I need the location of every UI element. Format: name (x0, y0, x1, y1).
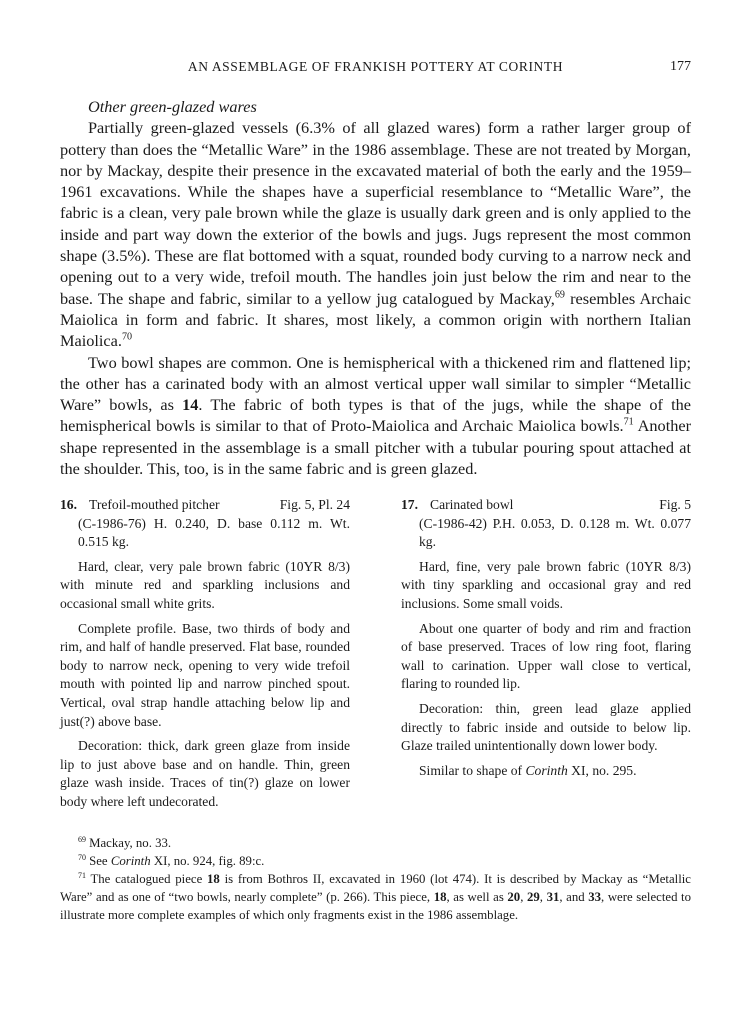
entry-number: 17. (401, 497, 418, 512)
entry-figure: Fig. 5 (659, 497, 691, 512)
footnotes (60, 834, 691, 924)
main-text (60, 96, 691, 479)
footnote: $^{69}$ Mackay, no. 33. (78, 835, 172, 850)
entry-fabric: Hard, clear, very pale brown fabric (10YR 8/3) with minute red and sparkling inclusions and occasional small white grits. (60, 558, 350, 611)
entry-decoration: Decoration: thin, green lead glaze applied directly to fabric inside and outside to below lip. Glaze trailed unintentionally down lower body. (401, 700, 691, 754)
footnote-ref: 70 (121, 332, 133, 343)
running-title: AN ASSEMBLAGE OF FRANKISH POTTERY AT CORINTH (187, 59, 564, 74)
page-number: 177 (670, 59, 691, 74)
footnote-ref: 71 (623, 417, 634, 429)
running-header (60, 59, 691, 79)
entry-header (401, 496, 691, 515)
catalogue-entry (60, 496, 350, 812)
entry-description: About one quarter of body and rim and fraction of base preserved. Traces of low ring foot, flaring wall to carination. Upper wall close to vertical, flaring to rounded lip. (401, 620, 691, 692)
section-heading: Other green-glazed wares (88, 97, 257, 116)
catalogue-ref: 14 (182, 395, 199, 415)
entry-fabric: Hard, fine, very pale brown fabric (10YR 8/3) with tiny sparkling and occasional gray and red inclusions. Some small voids. (401, 558, 691, 611)
entry-title: Carinated bowl (430, 497, 514, 512)
entry-meta: (C-1986-42) P.H. 0.053, D. 0.128 m. Wt. 0.077 kg. (419, 515, 691, 550)
footnote: $^{71}$ The catalogued piece 18 is from Bothros II, excavated in 1960 (lot 474). It is described by Mackay as “Metallic Ware” and as one of “two bowls, nearly complete” (p. 266). This piece, 18, as well as 20, 29, 31, and 33, were selected to illustrate more complete examples of which only fragments exist in the 1986 assemblage. (60, 871, 692, 922)
catalogue (60, 496, 691, 812)
entry-title: Trefoil-mouthed pitcher (89, 497, 220, 512)
catalogue-entry (401, 496, 691, 812)
paragraph: Two bowl shapes are common. One is hemispherical with a thickened rim and flattened lip; the other has a carinated body with an almost vertical upper wall similar to simpler “Metallic Ware” bowls, as 14. The fabric of both types is that of the jugs, while the shape of the hemispherical bowls is similar to that of Proto-Maiolica and Archaic Maiolica bowls.$^{71}$ Another shape represented in the assemblage is a small pitcher with a tubular pouring spout attached at the shoulder. This, too, is in the same fabric and is green glazed. (60, 352, 692, 479)
entry-description: Complete profile. Base, two thirds of body and rim, and half of handle preserved. Flat base, rounded body to narrow neck, opening to very wide trefoil mouth with pointed lip and narrow pinched spout. Vertical, oval strap handle attaching below lip and just(?) above base. (60, 620, 350, 729)
entry-comparison: Similar to shape of Corinth XI, no. 295. (419, 762, 637, 778)
footnote: $^{70}$ See Corinth XI, no. 924, fig. 89:c. (78, 853, 265, 868)
entry-meta: (C-1986-76) H. 0.240, D. base 0.112 m. Wt. 0.515 kg. (78, 515, 350, 550)
footnote-ref: 69 (554, 289, 565, 301)
entry-figure: Fig. 5, Pl. 24 (279, 497, 350, 512)
entry-number: 16. (60, 497, 77, 512)
entry-header (60, 496, 350, 515)
entry-decoration: Decoration: thick, dark green glaze from inside lip to just above base and on handle. Thin, green glaze wash inside. Traces of tin(?) glaze on lower body where left undecorated. (60, 738, 350, 809)
paragraph: Partially green-glazed vessels (6.3% of all glazed wares) form a rather larger group of pottery than does the “Metallic Ware” in the 1986 assemblage. These are not treated by Morgan, nor by Mackay, despite their presence in the excavated material of both the early and the 1959–1961 excavations. While the shapes have a superficial resemblance to “Metallic Ware”, the fabric is a clean, very pale brown while the glaze is usually dark green and is only applied to the inside and part way down the exterior of the bowls and jugs. Jugs represent the most common shape (3.5%). These are flat bottomed with a squat, rounded body curving to a narrow neck and opening out to a very wide, trefoil mouth. The handles join just below the rim and near to the base. The shape and fabric, similar to a yellow jug catalogued by Mackay,$^{69}$ resembles Archaic Maiolica in form and fabric. It shares, most likely, a common origin with northern Italian Maiolica.$^{70}$ (60, 118, 691, 351)
